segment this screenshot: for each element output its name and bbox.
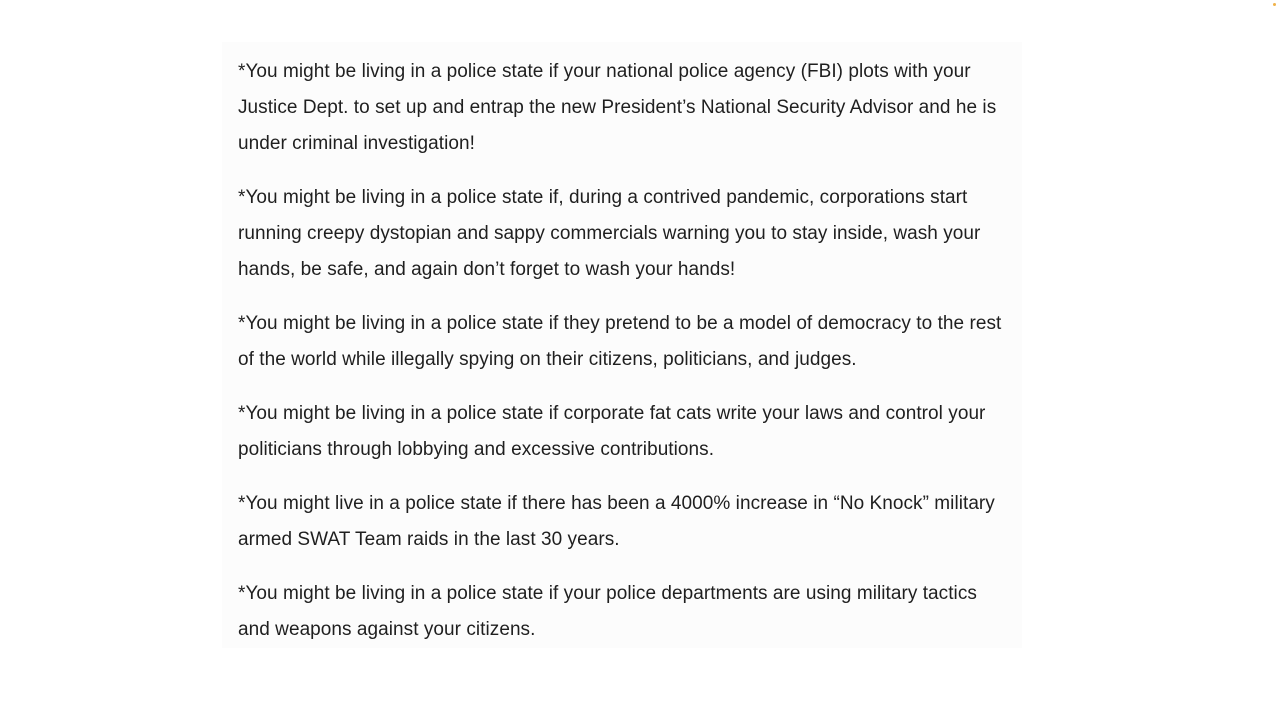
paragraph-military-tactics: *You might be living in a police state if your police departments are using military tactics and weapons against your citizens. [238, 583, 977, 640]
paragraph-corporate-lobbying: *You might be living in a police state if corporate fat cats write your laws and control your politicians through lobbying and excessive contributions. [238, 403, 986, 460]
corner-indicator-dot [1273, 3, 1276, 6]
paragraph-fbi-entrapment: *You might be living in a police state if your national police agency (FBI) plots with your Justice Dept. to set up and entrap the new President’s National Security Advisor and he is under criminal investigation! [238, 61, 997, 154]
paragraph-swat-raids: *You might live in a police state if there has been a 4000% increase in “No Knock” military armed SWAT Team raids in the last 30 years. [238, 493, 995, 550]
article-body [222, 42, 1022, 648]
paragraph-illegal-spying: *You might be living in a police state if they pretend to be a model of democracy to the rest of the world while illegally spying on their citizens, politicians, and judges. [238, 313, 1002, 370]
paragraph-pandemic-commercials: *You might be living in a police state if, during a contrived pandemic, corporations start running creepy dystopian and sappy commercials warning you to stay inside, wash your hands, be safe, and again don’t forget to wash your hands! [238, 187, 981, 280]
